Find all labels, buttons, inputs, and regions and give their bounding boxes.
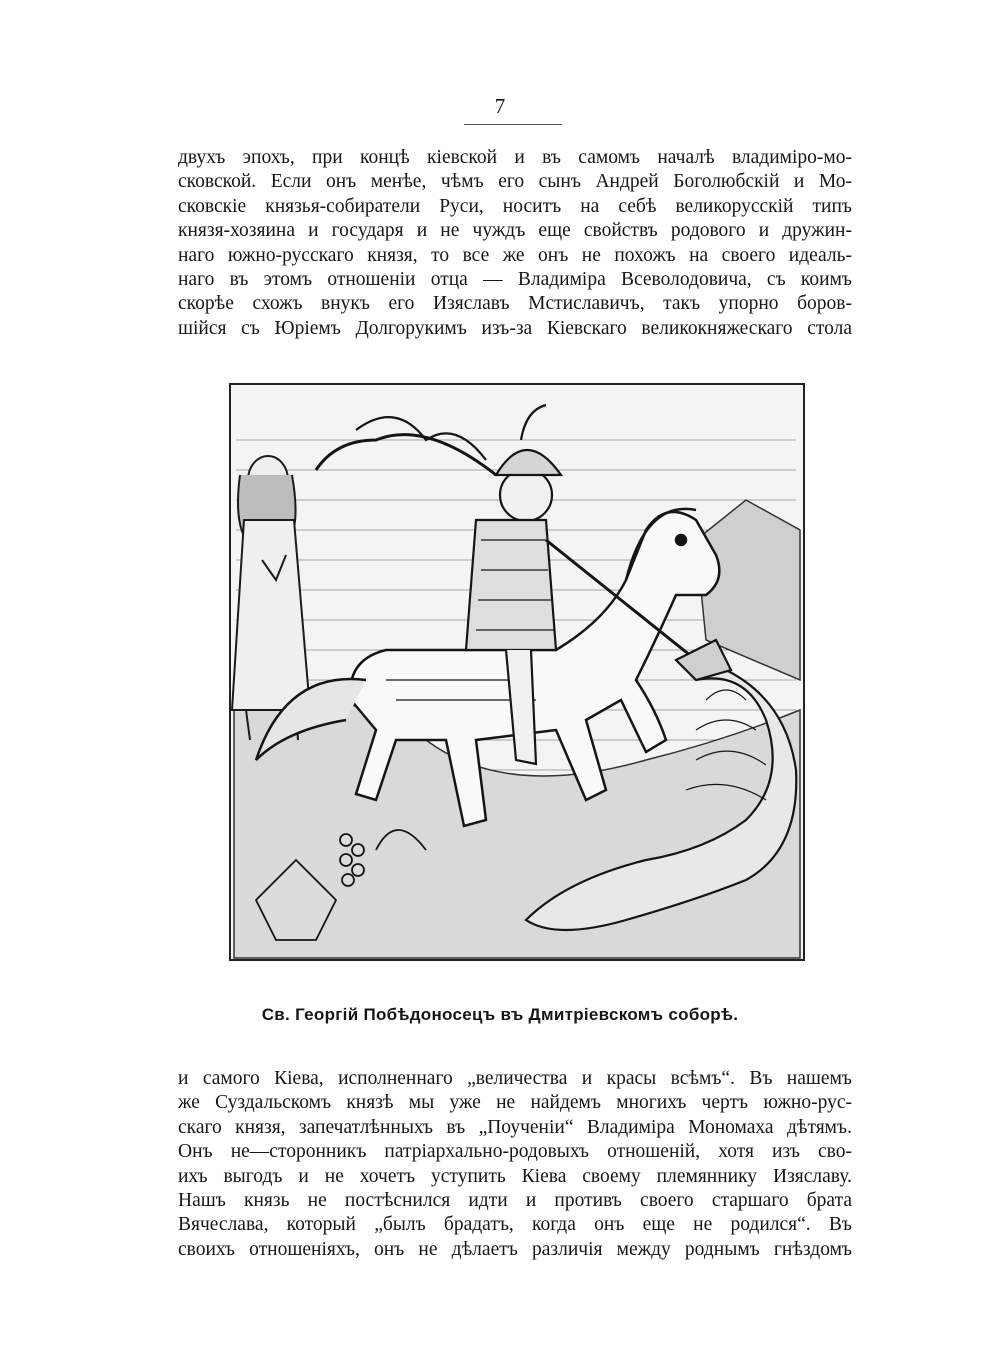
text-line: двухъ эпохъ, при концѣ кіевской и въ самомъ началѣ владиміро-мо- bbox=[178, 147, 852, 168]
engraving-illustration bbox=[226, 380, 808, 964]
text-line: скаго князя, запечатлѣнныхъ въ „Поученіи“ Владиміра Мономаха дѣтямъ. bbox=[178, 1116, 852, 1138]
text-line: князя-хозяина и государя и не чуждъ еще свойствъ родового и дружин- bbox=[178, 220, 852, 242]
figure-caption: Св. Георгій Побѣдоносецъ въ Дмитріевскомъ соборѣ. bbox=[261, 1005, 739, 1024]
engraving-st-george bbox=[226, 380, 808, 964]
text-line: шійся съ Юріемъ Долгорукимъ изъ-за Кіевскаго великокняжескаго стола bbox=[178, 317, 852, 339]
text-line: же Суздальскомъ князѣ мы уже не найдемъ многихъ чертъ южно-рус- bbox=[178, 1092, 852, 1114]
paragraph-top bbox=[178, 146, 852, 341]
text-line: ихъ выгодъ и не хочетъ уступить Кіева своему племяннику Изяславу. bbox=[178, 1165, 852, 1187]
text-line: Вячеслава, который „былъ брадатъ, когда онъ еще не родился“. Въ bbox=[178, 1214, 852, 1236]
text-line: наго въ этомъ отношеніи отца — Владиміра Всеволодовича, съ коимъ bbox=[178, 268, 852, 290]
text-line: сковской. Если онъ менѣе, чѣмъ его сынъ Андрей Боголюбскій и Мо- bbox=[178, 171, 852, 193]
text-line: наго южно-русскаго князя, то все же онъ не похожъ на своего идеаль- bbox=[178, 244, 852, 266]
paragraph-bottom bbox=[178, 1067, 852, 1262]
text-line: скорѣе схожъ внукъ его Изяславъ Мстиславичъ, такъ упорно боров- bbox=[178, 293, 852, 315]
text-line: Нашъ князь не постѣснился идти и противъ своего старшаго брата bbox=[178, 1189, 852, 1211]
text-line: сковскіе князья-собиратели Руси, носитъ на себѣ великорусскій типъ bbox=[178, 195, 852, 217]
text-line: своихъ отношеніяхъ, онъ не дѣлаетъ различія между роднымъ гнѣздомъ bbox=[178, 1238, 852, 1260]
text-line: Онъ не—сторонникъ патріархально-родовыхъ отношеній, хотя изъ сво- bbox=[178, 1141, 852, 1163]
page-number: 7 bbox=[494, 94, 506, 118]
text-line: и самого Кіева, исполненнаго „величества и красы всѣмъ“. Въ нашемъ bbox=[178, 1068, 852, 1089]
page-number-rule bbox=[464, 124, 562, 125]
